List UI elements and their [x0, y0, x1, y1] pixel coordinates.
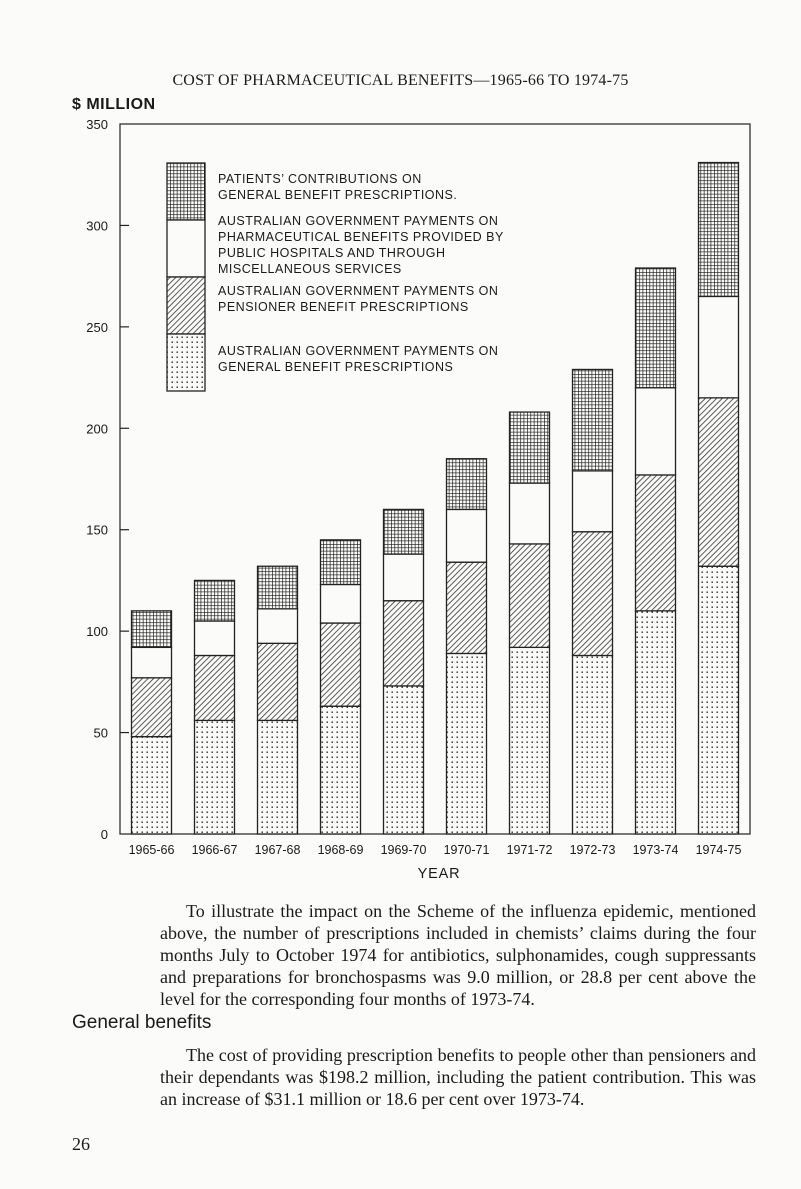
bar-segment-dots [384, 686, 424, 834]
bar-segment-grid [384, 509, 424, 554]
bar-segment-dots [573, 655, 613, 834]
y-tick-label: 300 [86, 218, 108, 234]
legend-entry: AUSTRALIAN GOVERNMENT PAYMENTS ON PENSIONER BENEFIT PRESCRIPTIONS [218, 284, 499, 314]
bar-segment-diagonal [510, 544, 550, 647]
y-tick-label: 200 [86, 421, 108, 437]
y-tick-label: 100 [86, 624, 108, 640]
bar-segment-grid [132, 611, 172, 648]
bar-segment-diagonal [573, 532, 613, 656]
section-heading-general-benefits: General benefits [72, 1012, 212, 1033]
legend-swatch-diagonal [167, 277, 205, 334]
legend-swatch-blank [167, 220, 205, 277]
x-tick-label: 1965-66 [128, 843, 175, 857]
x-tick-label: 1972-73 [569, 843, 616, 857]
bar-segment-grid [447, 459, 487, 510]
bar-segment-grid [321, 540, 361, 585]
chart-title: COST OF PHARMACEUTICAL BENEFITS—1965-66 TO 1974-75 [172, 72, 629, 89]
bar-segment-diagonal [384, 601, 424, 686]
x-tick-label: 1969-70 [380, 843, 427, 857]
bar-segment-dots [636, 611, 676, 834]
bar-segment-blank [195, 621, 235, 655]
bar-segment-diagonal [258, 643, 298, 720]
y-axis-unit-label: $ MILLION [72, 96, 156, 113]
x-tick-label: 1973-74 [632, 843, 679, 857]
bar-segment-dots [132, 737, 172, 834]
bar-segment-blank [573, 471, 613, 532]
legend-entry: AUSTRALIAN GOVERNMENT PAYMENTS ON PHARMACEUTICAL BENEFITS PROVIDED BY PUBLIC HOSPITALS AND THROUGH MISCELLANEOUS SERVICES [218, 214, 504, 276]
bar-segment-blank [321, 584, 361, 623]
y-tick-label: 350 [86, 117, 108, 132]
paragraph-influenza-impact: To illustrate the impact on the Scheme of the influenza epidemic, mentioned above, the number of prescriptions included in chemists’ claims during the four months July to October 1974 for antibiotics, sulphonamides, cough suppressants and preparations for bronchospasms was 9.0 million, or 28.8 per cent above the level for the corresponding four months of 1973-74. [160, 901, 756, 1009]
x-tick-label: 1966-67 [191, 843, 238, 857]
bar-segment-grid [636, 268, 676, 388]
bar-segment-diagonal [321, 623, 361, 706]
bar-segment-blank [132, 647, 172, 677]
legend-swatch-grid [167, 163, 205, 220]
bar-segment-blank [258, 609, 298, 643]
y-tick-label: 0 [100, 827, 108, 842]
x-axis-title: YEAR [417, 866, 461, 882]
bar-segment-blank [447, 509, 487, 562]
legend-entry: PATIENTS’ CONTRIBUTIONS ON GENERAL BENEFIT PRESCRIPTIONS. [218, 172, 458, 202]
bar-segment-grid [195, 580, 235, 621]
legend-swatch-dots [167, 334, 205, 391]
bar-segment-diagonal [132, 678, 172, 737]
x-tick-label: 1967-68 [254, 843, 301, 857]
bar-segment-blank [699, 296, 739, 397]
bar-segment-diagonal [699, 398, 739, 566]
bar-segment-grid [573, 369, 613, 470]
x-tick-label: 1971-72 [506, 843, 553, 857]
y-tick-label: 150 [86, 522, 108, 538]
bar-segment-blank [384, 554, 424, 601]
x-tick-label: 1970-71 [443, 843, 490, 857]
bar-segment-grid [258, 566, 298, 609]
bar-segment-dots [195, 720, 235, 834]
legend-entry: AUSTRALIAN GOVERNMENT PAYMENTS ON GENERAL BENEFIT PRESCRIPTIONS [218, 344, 499, 374]
bar-segment-dots [699, 566, 739, 834]
bar-segment-diagonal [447, 562, 487, 653]
x-tick-label: 1974-75 [695, 843, 742, 857]
bar-segment-grid [699, 163, 739, 297]
bar-segment-blank [510, 483, 550, 544]
bar-segment-dots [258, 720, 298, 834]
bar-segment-blank [636, 388, 676, 475]
bar-segment-grid [510, 412, 550, 483]
y-tick-label: 250 [86, 319, 108, 335]
page-number: 26 [72, 1134, 90, 1154]
bar-segment-diagonal [636, 475, 676, 611]
x-tick-label: 1968-69 [317, 843, 364, 857]
paragraph-general-benefits: The cost of providing prescription benefits to people other than pensioners and their dependants was $198.2 million, including the patient contribution. This was an increase of $31.1 million or 18.6 per cent over 1973-74. [160, 1045, 756, 1109]
bar-segment-diagonal [195, 655, 235, 720]
bar-segment-dots [321, 706, 361, 834]
y-tick-label: 50 [93, 725, 108, 741]
bar-segment-dots [447, 653, 487, 834]
bar-segment-dots [510, 647, 550, 834]
